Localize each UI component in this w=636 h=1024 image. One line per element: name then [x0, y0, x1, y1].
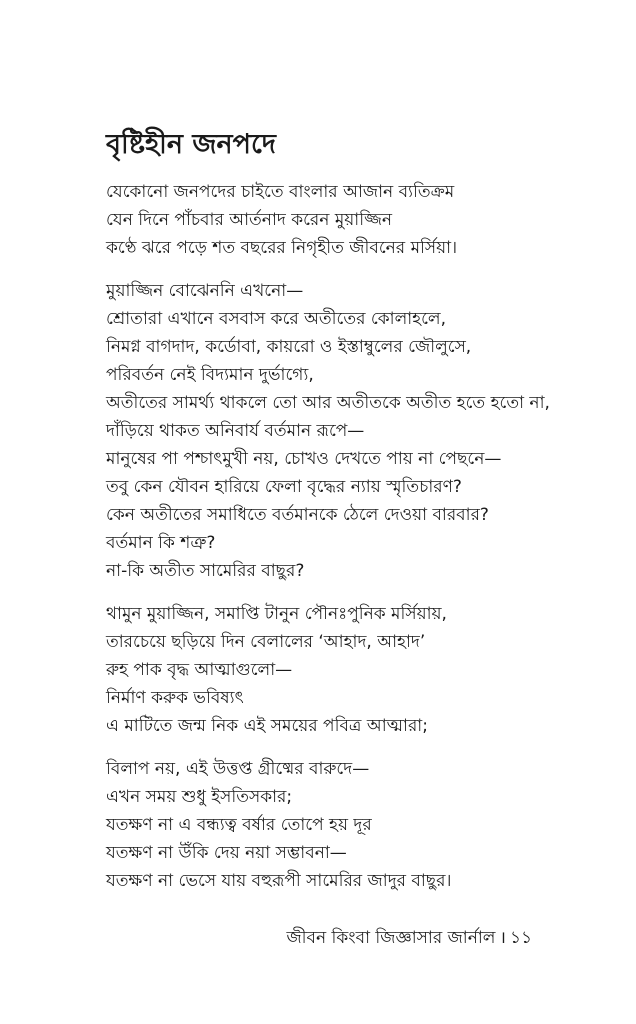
poem-line: থামুন মুয়াজ্জিন, সমাপ্তি টানুন পৌনঃপুনিক মর্সিয়ায়,	[106, 604, 447, 624]
poem-line: মানুষের পা পশ্চাৎমুখী নয়, চোখও দেখতে পায় না পেছনে—	[106, 449, 502, 469]
poem-line: নিমগ্ন বাগদাদ, কর্ডোবা, কায়রো ও ইস্তাম্বুলের জৌলুসে,	[106, 337, 472, 357]
poem-line: যতক্ষণ না উঁকি দেয় নয়া সম্ভাবনা—	[106, 843, 347, 863]
running-title: জীবন কিংবা জিজ্ঞাসার জার্নাল	[286, 928, 496, 948]
poem-line: কণ্ঠে ঝরে পড়ে শত বছরের নিগৃহীত জীবনের মর্সিয়া।	[106, 238, 458, 258]
poem-line: যেকোনো জনপদের চাইতে বাংলার আজান ব্যতিক্রম	[106, 182, 455, 202]
poem-line: কেন অতীতের সমাধিতে বর্তমানকে ঠেলে দেওয়া বারবার?	[106, 505, 489, 525]
stanza	[106, 600, 626, 740]
poem-line: রুহ পাক বৃদ্ধ আত্মাগুলো—	[106, 660, 293, 680]
poem-title: বৃষ্টিহীন জনপদে	[106, 129, 276, 160]
page-footer	[286, 924, 532, 952]
poem-line: মুয়াজ্জিন বোঝেননি এখনো—	[106, 281, 304, 301]
poem-line: শ্রোতারা এখানে বসবাস করে অতীতের কোলাহলে,	[106, 309, 446, 329]
footer-separator: ।	[499, 928, 506, 948]
poem-line: তারচেয়ে ছড়িয়ে দিন বেলালের ‘আহাদ, আহাদ’	[106, 632, 426, 652]
poem-line: এখন সময় শুধু ইসতিসকার;	[106, 787, 293, 807]
poem-line: পরিবর্তন নেই বিদ্যমান দুর্ভাগ্যে,	[106, 365, 314, 385]
poem-line: দাঁড়িয়ে থাকত অনিবার্য বর্তমান রূপে—	[106, 421, 365, 441]
poem-line: যতক্ষণ না ভেসে যায় বহুরূপী সামেরির জাদুর বাছুর।	[106, 871, 452, 891]
stanza	[106, 755, 626, 895]
poem-line: অতীতের সামর্থ্য থাকলে তো আর অতীতকে অতীত হতে হতো না,	[106, 393, 550, 413]
poem-body	[106, 178, 626, 910]
poem-line: যতক্ষণ না এ বন্ধ্যত্ব বর্ষার তোপে হয় দূর	[106, 815, 372, 835]
poem-line: যেন দিনে পাঁচবার আর্তনাদ করেন মুয়াজ্জিন	[106, 210, 393, 230]
stanza	[106, 178, 626, 262]
poem-line: বিলাপ নয়, এই উত্তপ্ত গ্রীষ্মের বারুদে—	[106, 759, 370, 779]
stanza	[106, 277, 626, 585]
page-number: ১১	[509, 928, 532, 948]
poem-line: এ মাটিতে জন্ম নিক এই সময়ের পবিত্র আত্মারা;	[106, 716, 428, 736]
poem-line: তবু কেন যৌবন হারিয়ে ফেলা বৃদ্ধের ন্যায় স্মৃতিচারণ?	[106, 477, 462, 497]
poem-line: বর্তমান কি শত্রু?	[106, 533, 216, 553]
poem-line: নির্মাণ করুক ভবিষ্যৎ	[106, 688, 244, 708]
poem-line: না-কি অতীত সামেরির বাছুর?	[106, 561, 305, 581]
